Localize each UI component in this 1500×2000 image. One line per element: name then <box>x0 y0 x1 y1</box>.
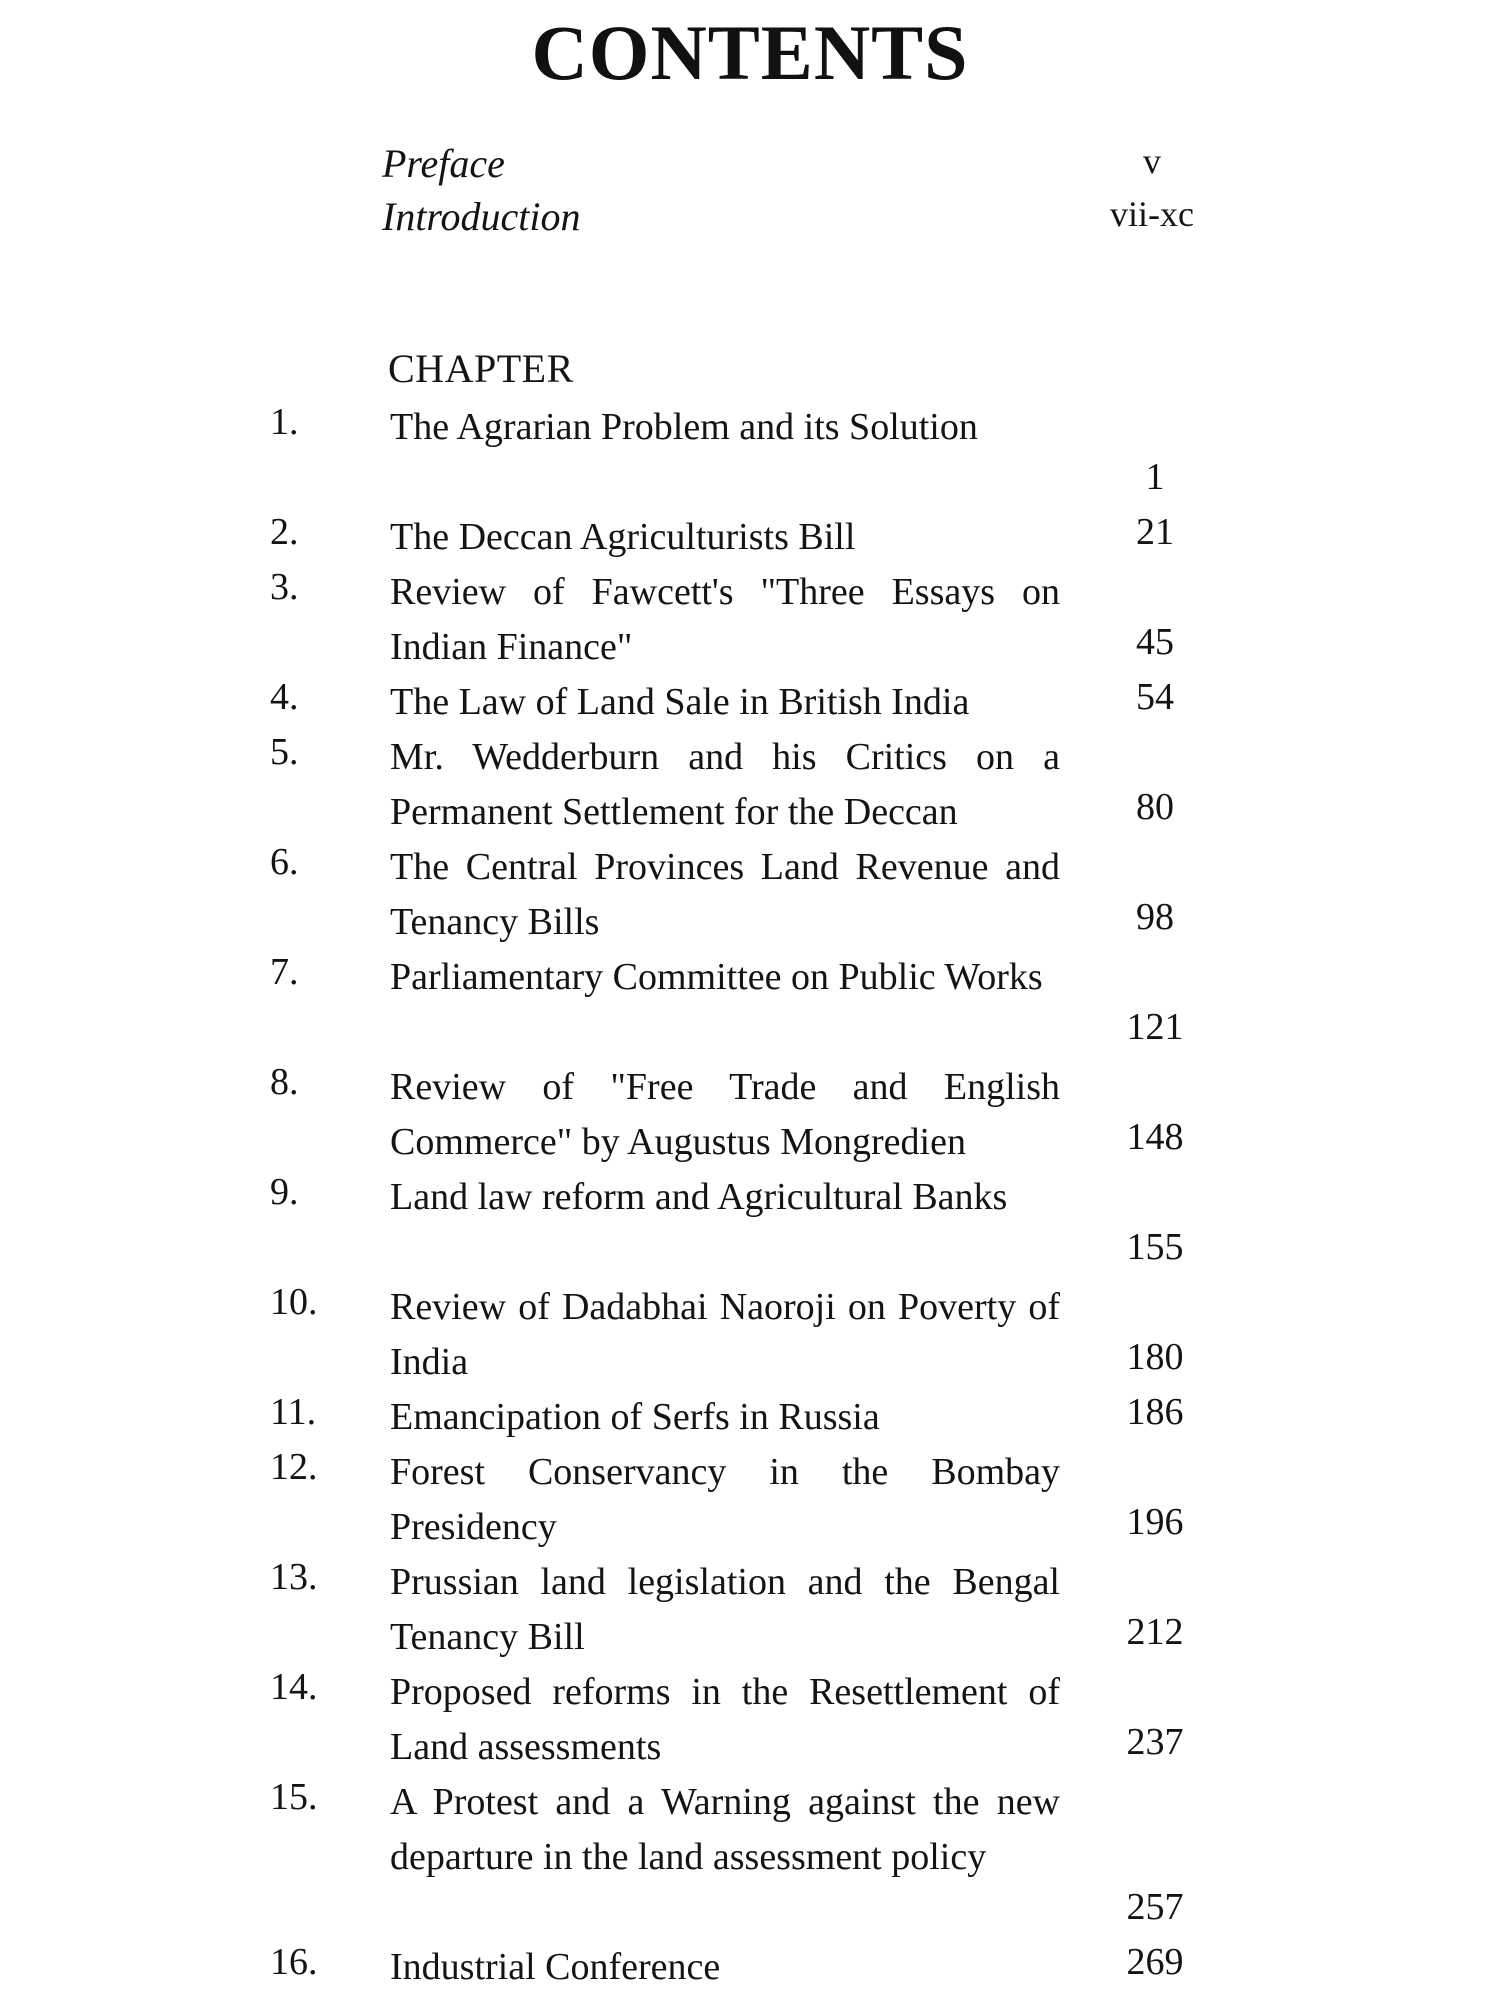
chapter-number: 9. <box>270 1171 299 1213</box>
chapter-number: 12. <box>270 1446 318 1488</box>
front-matter-introduction <box>382 193 1222 243</box>
chapter-number: 7. <box>270 951 299 993</box>
chapter-page: 257 <box>1126 1886 1184 1928</box>
chapter-page: 45 <box>1136 621 1174 663</box>
chapter-number: 2. <box>270 511 299 553</box>
chapter-number: 6. <box>270 841 299 883</box>
chapter-title: Forest Conservancy in the Bombay Presidency <box>390 1451 1060 1548</box>
chapter-title: Mr. Wedderburn and his Critics on a Permanent Settlement for the Deccan <box>390 736 1060 833</box>
chapter-page: 186 <box>1126 1391 1184 1433</box>
chapter-page: 54 <box>1136 676 1174 718</box>
front-matter-label: Introduction <box>382 194 581 239</box>
chapter-page: 196 <box>1126 1501 1184 1543</box>
front-matter-label: Preface <box>382 141 505 186</box>
front-matter-preface <box>382 140 1222 190</box>
chapter-page: 121 <box>1126 1006 1184 1048</box>
chapter-title: Emancipation of Serfs in Russia <box>390 1396 880 1438</box>
chapter-title: The Agrarian Problem and its Solution <box>390 406 978 448</box>
front-matter-page: v <box>1143 141 1161 181</box>
chapter-number: 3. <box>270 566 299 608</box>
chapter-title: Review of "Free Trade and English Commerce" by Augustus Mongredien <box>390 1066 1060 1163</box>
chapter-number: 13. <box>270 1556 318 1598</box>
chapter-number: 15. <box>270 1776 318 1818</box>
chapter-title: Parliamentary Committee on Public Works <box>390 956 1043 998</box>
chapter-title: The Central Provinces Land Revenue and Tenancy Bills <box>390 846 1060 943</box>
chapter-title: Land law reform and Agricultural Banks <box>390 1176 1008 1218</box>
chapter-number: 8. <box>270 1061 299 1103</box>
chapter-title: A Protest and a Warning against the new departure in the land assessment policy <box>390 1781 1060 1878</box>
chapter-title: The Law of Land Sale in British India <box>390 681 970 723</box>
chapter-number: 5. <box>270 731 299 773</box>
chapter-page: 80 <box>1136 786 1174 828</box>
chapter-page: 237 <box>1126 1721 1184 1763</box>
chapter-page: 98 <box>1136 896 1174 938</box>
chapter-page: 212 <box>1126 1611 1184 1653</box>
chapter-page: 155 <box>1126 1226 1184 1268</box>
chapter-page: 180 <box>1126 1336 1184 1378</box>
chapter-title: Proposed reforms in the Resettlement of Land assessments <box>390 1671 1060 1768</box>
page-title: CONTENTS <box>531 9 969 96</box>
chapter-number: 1. <box>270 401 299 443</box>
front-matter-page: vii-xc <box>1110 194 1194 234</box>
chapter-page: 1 <box>1145 456 1165 498</box>
chapter-number: 10. <box>270 1281 318 1323</box>
chapter-title: Review of Fawcett's "Three Essays on Indian Finance" <box>390 571 1060 668</box>
chapter-number: 16. <box>270 1941 318 1983</box>
chapter-title: Industrial Conference <box>390 1946 721 1988</box>
chapter-number: 14. <box>270 1666 318 1708</box>
chapter-number: 11. <box>270 1391 317 1433</box>
chapter-title: The Deccan Agriculturists Bill <box>390 516 856 558</box>
chapter-page: 148 <box>1126 1116 1184 1158</box>
chapter-heading: CHAPTER <box>388 346 574 391</box>
chapter-title: Prussian land legislation and the Bengal Tenancy Bill <box>390 1561 1060 1658</box>
chapter-page: 269 <box>1126 1941 1184 1983</box>
chapter-number: 4. <box>270 676 299 718</box>
chapter-title: Review of Dadabhai Naoroji on Poverty of India <box>390 1286 1060 1383</box>
chapter-page: 21 <box>1136 511 1174 553</box>
